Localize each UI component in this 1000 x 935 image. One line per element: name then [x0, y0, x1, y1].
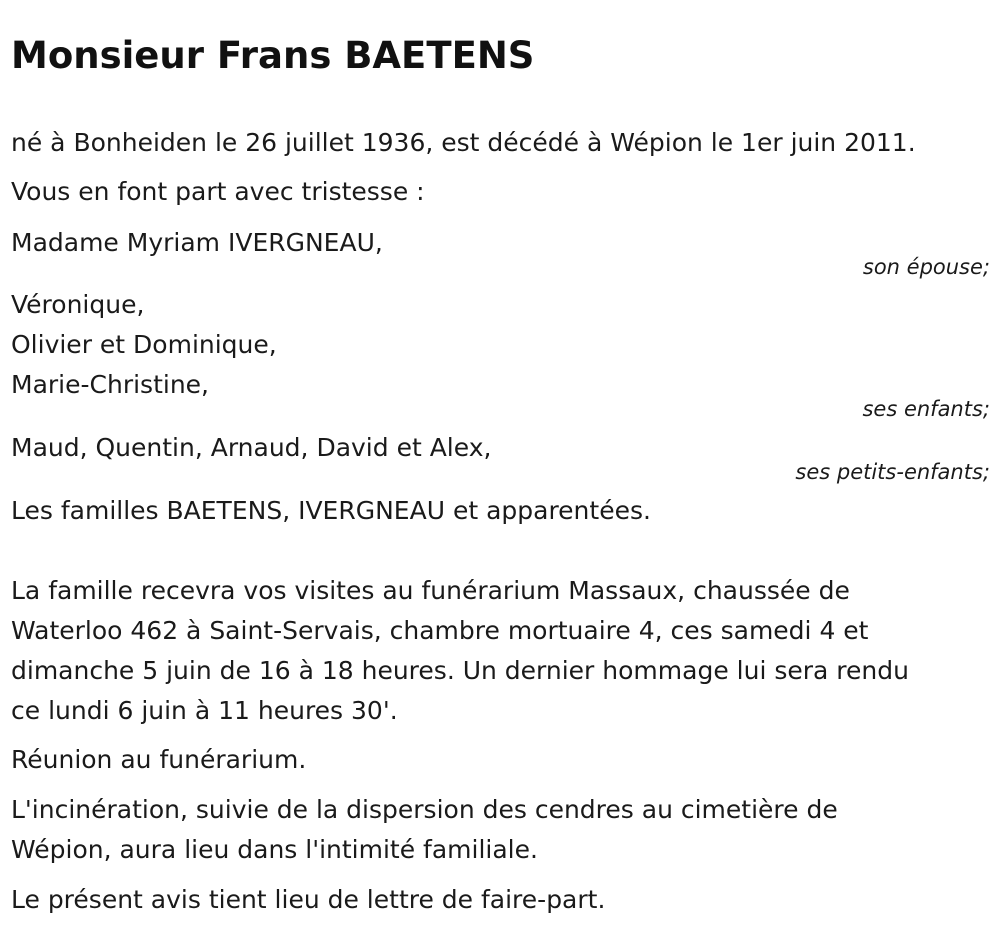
child-name: Marie-Christine, [11, 370, 209, 399]
visits-line: La famille recevra vos visites au funérarium Massaux, chaussée de [11, 576, 850, 605]
meeting-line: Réunion au funérarium. [11, 745, 307, 774]
cremation-line: L'incinération, suivie de la dispersion des cendres au cimetière de [11, 795, 838, 824]
children-role: ses enfants; [862, 397, 990, 421]
visits-line: dimanche 5 juin de 16 à 18 heures. Un dernier hommage lui sera rendu [11, 656, 909, 685]
visits-line: Waterloo 462 à Saint-Servais, chambre mortuaire 4, ces samedi 4 et [11, 616, 869, 645]
child-name: Olivier et Dominique, [11, 330, 277, 359]
families-line: Les familles BAETENS, IVERGNEAU et apparentées. [11, 496, 651, 525]
spouse-role: son épouse; [862, 255, 990, 279]
spouse-name: Madame Myriam IVERGNEAU, [11, 228, 383, 257]
grandchildren-role: ses petits-enfants; [795, 460, 990, 484]
visits-line: ce lundi 6 juin à 11 heures 30'. [11, 696, 398, 725]
cremation-line: Wépion, aura lieu dans l'intimité familiale. [11, 835, 538, 864]
deceased-name-title: Monsieur Frans BAETENS [11, 34, 535, 77]
announcement-line: Vous en font part avec tristesse : [11, 177, 425, 206]
child-name: Véronique, [11, 290, 145, 319]
closing-line: Le présent avis tient lieu de lettre de faire-part. [11, 885, 606, 914]
grandchildren-names: Maud, Quentin, Arnaud, David et Alex, [11, 433, 492, 462]
birth-death-line: né à Bonheiden le 26 juillet 1936, est décédé à Wépion le 1er juin 2011. [11, 128, 916, 157]
